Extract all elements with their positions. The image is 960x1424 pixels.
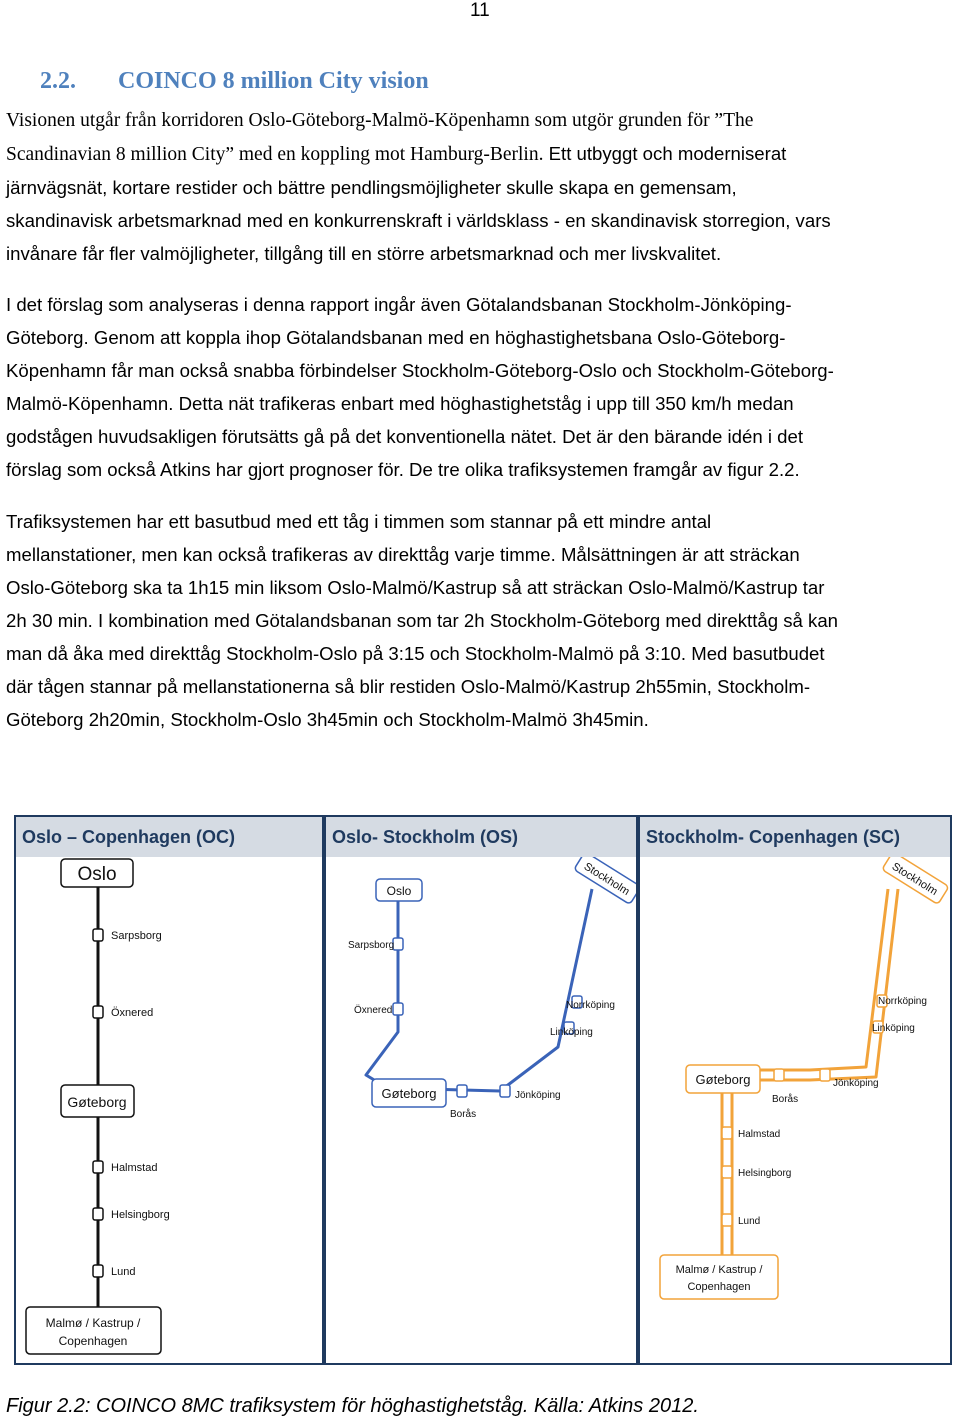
paragraph-line: man då åka med direkttåg Stockholm-Oslo på 3:15 och Stockholm-Malmö på 3:10. Med basutbudet xyxy=(6,643,825,664)
station-label-oslo-os: Oslo xyxy=(386,884,412,898)
paragraph-line: godstågen huvudsakligen förutsätts gå på det konventionella nätet. Det är den bärande idén i det xyxy=(6,426,803,447)
station-marker-helsingborg xyxy=(93,1208,103,1220)
route-line-os xyxy=(366,889,592,1092)
station-label-malmo-sc-line2: Copenhagen xyxy=(687,1281,751,1293)
section-heading xyxy=(40,68,429,95)
paragraph-vision xyxy=(6,104,958,270)
station-label-linkoping-sc: Linköping xyxy=(872,1023,915,1034)
station-label-halmstad-sc: Halmstad xyxy=(738,1129,781,1140)
station-label-malmo-line1: Malmø / Kastrup / xyxy=(45,1316,141,1330)
station-label-oslo: Oslo xyxy=(77,864,117,885)
paragraph-trafiksystem xyxy=(6,505,958,736)
station-marker-lund-sc xyxy=(722,1214,732,1226)
paragraph-line: mellanstationer, men kan också trafikeras av direkttåg varje timme. Målsättningen är att sträckan xyxy=(6,544,800,565)
station-label-jonkoping-os: Jönköping xyxy=(515,1090,561,1101)
station-label-jonkoping-sc: Jönköping xyxy=(833,1078,879,1089)
station-label-stockholm-os: Stockholm xyxy=(581,860,632,899)
figure-caption: Figur 2.2: COINCO 8MC trafiksystem för höghastighetståg. Källa: Atkins 2012. xyxy=(6,1395,699,1417)
station-label-lund-sc: Lund xyxy=(738,1216,761,1227)
station-label-boras-sc: Borås xyxy=(772,1094,799,1105)
panel-title-sc: Stockholm- Copenhagen (SC) xyxy=(640,817,950,857)
station-label-norrkoping-os: Norrköping xyxy=(566,1000,615,1011)
station-label-goteborg-os: Gøteborg xyxy=(381,1086,437,1101)
panel-oslo-stockholm xyxy=(324,815,638,1365)
station-label-sarpsborg-os: Sarpsborg xyxy=(348,940,395,951)
section-title: COINCO 8 million City vision xyxy=(118,68,429,94)
station-marker-boras-os xyxy=(457,1085,467,1097)
page-number: 11 xyxy=(470,0,490,21)
panel-title-oc: Oslo – Copenhagen (OC) xyxy=(16,817,322,857)
station-marker-jonkoping-os xyxy=(500,1085,510,1097)
paragraph-line: Scandinavian 8 million City” med en koppling mot Hamburg-Berlin. Ett utbyggt och moderniserat xyxy=(6,143,787,165)
station-label-oxnered: Öxnered xyxy=(111,1007,154,1019)
station-label-stockholm-sc: Stockholm xyxy=(889,860,940,899)
paragraph-line: Köpenhamn får man också snabba förbindelser Stockholm-Göteborg-Oslo och Stockholm-Göteborg- xyxy=(6,360,834,381)
paragraph-line: järnvägsnät, kortare restider och bättre pendlingsmöjligheter skulle skapa en gemensam, xyxy=(6,177,737,198)
station-marker-helsingborg-sc xyxy=(722,1166,732,1178)
paragraph-gotalandsbanan xyxy=(6,288,958,486)
station-marker-oxnered-os xyxy=(393,1003,403,1015)
paragraph-line: Oslo-Göteborg ska ta 1h15 min liksom Oslo-Malmö/Kastrup så att sträckan Oslo-Malmö/Kastrup tar xyxy=(6,577,825,598)
station-marker-oxnered xyxy=(93,1006,103,1018)
paragraph-line: förslag som också Atkins har gjort prognoser för. De tre olika trafiksystemen framgår av figur 2.2. xyxy=(6,459,800,480)
station-marker-sarpsborg-os xyxy=(393,938,403,950)
station-label-malmo-sc-line1: Malmø / Kastrup / xyxy=(675,1264,763,1276)
station-label-malmo-line2: Copenhagen xyxy=(58,1334,128,1348)
station-label-norrkoping-sc: Norrköping xyxy=(878,996,927,1007)
station-label-halmstad: Halmstad xyxy=(111,1162,158,1174)
traffic-system-figure xyxy=(14,815,952,1365)
station-marker-halmstad-sc xyxy=(722,1127,732,1139)
station-label-helsingborg: Helsingborg xyxy=(111,1209,170,1221)
station-label-oxnered-os: Öxnered xyxy=(354,1005,393,1016)
station-label-boras-os: Borås xyxy=(450,1109,477,1120)
paragraph-line: 2h 30 min. I kombination med Götalandsbanan som tar 2h Stockholm-Göteborg med direkttåg så kan xyxy=(6,610,839,631)
paragraph-line: I det förslag som analyseras i denna rapport ingår även Götalandsbanan Stockholm-Jönköping- xyxy=(6,294,792,315)
panel-oslo-copenhagen xyxy=(14,815,324,1365)
station-marker-jonkoping-sc xyxy=(820,1069,830,1081)
station-label-lund: Lund xyxy=(111,1266,136,1278)
paragraph-line: där tågen stannar på mellanstationerna så blir restiden Oslo-Malmö/Kastrup 2h55min, Stockholm- xyxy=(6,676,811,697)
paragraph-line: Trafiksystemen har ett basutbud med ett tåg i timmen som stannar på ett mindre antal xyxy=(6,511,712,532)
panel-title-os: Oslo- Stockholm (OS) xyxy=(326,817,636,857)
station-marker-boras-sc xyxy=(774,1069,784,1081)
station-marker-lund xyxy=(93,1265,103,1277)
panel-stockholm-copenhagen xyxy=(638,815,952,1365)
paragraph-line: skandinavisk arbetsmarknad med en konkurrenskraft i världsklass - en skandinavisk storregion, vars xyxy=(6,210,831,231)
section-number: 2.2. xyxy=(40,68,76,94)
paragraph-line: Malmö-Köpenhamn. Detta nät trafikeras enbart med höghastighetståg i upp till 350 km/h medan xyxy=(6,393,794,414)
station-label-sarpsborg: Sarpsborg xyxy=(111,930,162,942)
station-label-goteborg-sc: Gøteborg xyxy=(695,1072,751,1087)
paragraph-line: Göteborg 2h20min, Stockholm-Oslo 3h45min och Stockholm-Malmö 3h45min. xyxy=(6,709,649,730)
station-marker-halmstad xyxy=(93,1161,103,1173)
station-marker-sarpsborg xyxy=(93,929,103,941)
paragraph-line: Visionen utgår från korridoren Oslo-Göteborg-Malmö-Köpenhamn som utgör grunden för ”The xyxy=(6,110,754,131)
station-label-helsingborg-sc: Helsingborg xyxy=(738,1168,792,1179)
station-label-linkoping-os: Linköping xyxy=(550,1027,593,1038)
station-label-goteborg: Gøteborg xyxy=(67,1094,127,1110)
paragraph-line: Göteborg. Genom att koppla ihop Götalandsbanan med en höghastighetsbana Oslo-Göteborg- xyxy=(6,327,786,348)
paragraph-line: invånare får fler valmöjligheter, tillgång till en större arbetsmarknad och mer livskvalitet. xyxy=(6,243,722,264)
